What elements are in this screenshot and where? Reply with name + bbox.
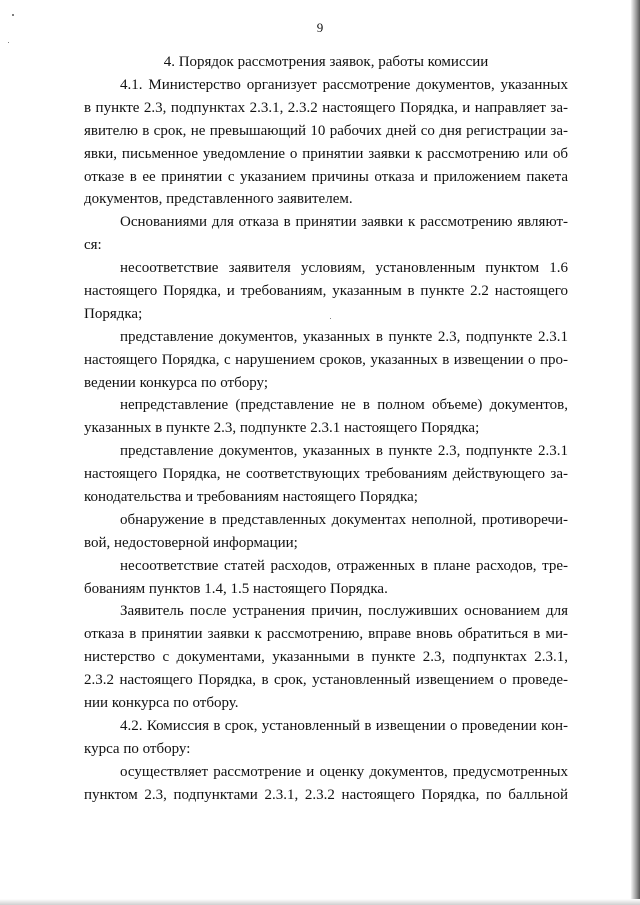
text-line: отказе в ее принятии с указанием причины отказа и приложением пакета bbox=[84, 168, 568, 185]
text-line: отказа в принятии заявки к рассмотрению, вправе вновь обратиться в ми- bbox=[84, 626, 568, 643]
text-line: осуществляет рассмотрение и оценку документов, предусмотренных bbox=[120, 763, 568, 780]
text-line: настоящего Порядка, с нарушением сроков, указанных в извещении о про- bbox=[84, 351, 568, 368]
text-line: конодательства и требованиям настоящего Порядка; bbox=[84, 489, 418, 506]
text-line: курса по отбору: bbox=[84, 740, 191, 757]
page-number: 9 bbox=[316, 20, 324, 35]
text-line: пунктом 2.3, подпунктами 2.3.1, 2.3.2 настоящего Порядка, по балльной bbox=[84, 786, 568, 803]
paragraph bbox=[84, 74, 568, 211]
scan-speck bbox=[12, 14, 14, 16]
text-line: документов, представленного заявителем. bbox=[84, 191, 353, 208]
text-line: явителю в срок, не превышающий 10 рабочих дней со дня регистрации за- bbox=[84, 122, 568, 139]
scan-bottom-edge bbox=[0, 899, 640, 905]
text-line: вой, недостоверной информации; bbox=[84, 534, 298, 551]
text-line: 2.3.2 настоящего Порядка, в срок, установленный извещением о проведе- bbox=[84, 672, 568, 689]
text-line: нистерство с документами, указанными в пункте 2.3, подпунктах 2.3.1, bbox=[84, 649, 568, 666]
text-line: настоящего Порядка, не соответствующих требованиям действующего за- bbox=[84, 466, 568, 483]
paragraph bbox=[84, 715, 568, 761]
text-line: нии конкурса по отбору. bbox=[84, 695, 239, 712]
text-line: явки, письменное уведомление о принятии заявки к рассмотрению или об bbox=[84, 145, 568, 162]
paragraph bbox=[84, 761, 568, 807]
text-line: бованиям пунктов 1.4, 1.5 настоящего Порядка. bbox=[84, 580, 388, 597]
paragraph bbox=[84, 555, 568, 601]
text-line: Основаниями для отказа в принятии заявки к рассмотрению являют- bbox=[120, 214, 568, 231]
paragraph bbox=[84, 440, 568, 509]
scan-edge-shadow bbox=[631, 0, 640, 905]
paragraph bbox=[84, 600, 568, 714]
text-line: Заявитель после устранения причин, послуживших основанием для bbox=[120, 603, 568, 620]
text-line: 4.2. Комиссия в срок, установленный в извещении о проведении кон- bbox=[120, 717, 568, 734]
document-body bbox=[84, 74, 568, 807]
paragraph bbox=[84, 326, 568, 395]
text-line: ся: bbox=[84, 237, 102, 254]
text-line: настоящего Порядка, и требованиям, указанным в пункте 2.2 настоящего bbox=[84, 283, 568, 300]
text-line: представление документов, указанных в пункте 2.3, подпункте 2.3.1 bbox=[120, 328, 568, 345]
paragraph bbox=[84, 211, 568, 257]
text-line: представление документов, указанных в пункте 2.3, подпункте 2.3.1 bbox=[120, 443, 568, 460]
scan-speck bbox=[8, 42, 9, 43]
scan-speck bbox=[330, 318, 331, 319]
text-line: 4.1. Министерство организует рассмотрение документов, указанных bbox=[120, 77, 568, 93]
text-line: непредставление (представление не в полном объеме) документов, bbox=[120, 397, 568, 414]
paragraph bbox=[84, 394, 568, 440]
text-line: обнаружение в представленных документах неполной, противоречи- bbox=[120, 511, 568, 528]
text-line: Порядка; bbox=[84, 305, 143, 322]
paragraph bbox=[84, 509, 568, 555]
text-line: несоответствие статей расходов, отраженных в плане расходов, тре- bbox=[120, 557, 568, 574]
text-line: несоответствие заявителя условиям, установленным пунктом 1.6 bbox=[120, 260, 568, 277]
section-heading: 4. Порядок рассмотрения заявок, работы комиссии bbox=[163, 54, 489, 70]
text-line: ведении конкурса по отбору; bbox=[84, 374, 268, 391]
paragraph bbox=[84, 257, 568, 326]
text-line: указанных в пункте 2.3, подпункте 2.3.1 настоящего Порядка; bbox=[84, 420, 480, 437]
text-line: в пункте 2.3, подпунктах 2.3.1, 2.3.2 настоящего Порядка, и направляет за- bbox=[84, 99, 568, 116]
